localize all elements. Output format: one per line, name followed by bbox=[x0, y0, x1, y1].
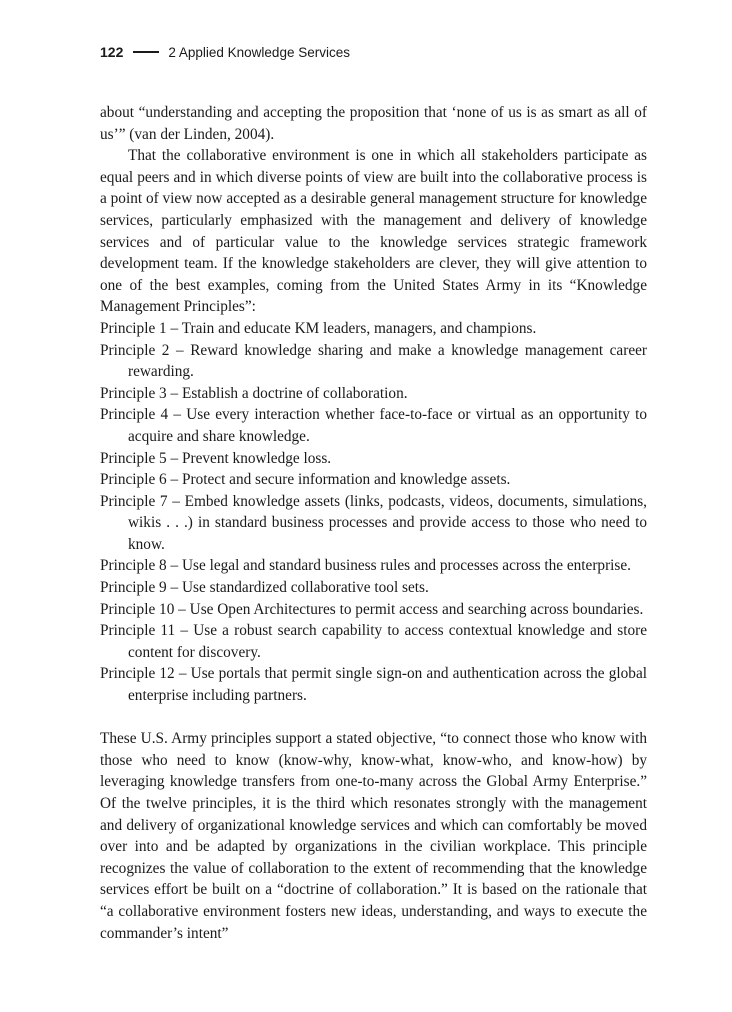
paragraph-continuation: about “understanding and accepting the proposition that ‘none of us is as smart as all of us’” (van der Linden, 2004). bbox=[100, 104, 647, 143]
paragraph-collaborative: That the collaborative environment is one in which all stakeholders participate as equal peers and in which diverse points of view are built into the collaborative process is a point of view now accepted as a desirable general management structure for knowledge services, particularly emphasized with the management and delivery of knowledge services and of particular value to the knowledge services strategic framework development team. If the knowledge stakeholders are clever, they will give attention to one of the best examples, coming from the United States Army in its “Knowledge Management Principles”: bbox=[100, 147, 647, 316]
body-text bbox=[100, 102, 647, 944]
principle-item: Principle 6 – Protect and secure information and knowledge assets. bbox=[100, 471, 511, 489]
paragraph-gap bbox=[100, 707, 647, 729]
principles-list bbox=[100, 318, 647, 707]
running-header bbox=[100, 44, 350, 60]
principle-item: Principle 10 – Use Open Architectures to permit access and searching across boundaries. bbox=[100, 600, 644, 618]
principle-item: Principle 4 – Use every interaction whether face-to-face or virtual as an opportunity to acquire and share knowledge. bbox=[100, 406, 647, 445]
principle-item: Principle 9 – Use standardized collaborative tool sets. bbox=[100, 579, 429, 597]
principle-item: Principle 8 – Use legal and standard business rules and processes across the enterprise. bbox=[100, 557, 631, 575]
principle-item: Principle 11 – Use a robust search capability to access contextual knowledge and store content for discovery. bbox=[100, 622, 647, 661]
page-number: 122 bbox=[100, 44, 124, 60]
principle-item: Principle 3 – Establish a doctrine of collaboration. bbox=[100, 384, 408, 402]
principle-item: Principle 12 – Use portals that permit single sign-on and authentication across the global enterprise including partners. bbox=[100, 665, 647, 705]
principle-item: Principle 7 – Embed knowledge assets (links, podcasts, videos, documents, simulations, wikis . . .) in standard business processes and provide access to those who need to know. bbox=[100, 492, 647, 553]
paragraph-objective: These U.S. Army principles support a stated objective, “to connect those who know with those who need to know (know-why, know-what, know-who, and know-how) by leveraging knowledge transfers from one-to-many across the Global Army Enterprise.” Of the twelve principles, it is the third which resonates strongly with the management and delivery of organizational knowledge services and which can comfortably be moved over into and be adapted by organizations in the civilian workplace. This principle recognizes the value of collaboration to the extent of recommending that the knowledge services effort be built on a “doctrine of collaboration.” It is based on the rationale that “a collaborative environment fosters new ideas, understanding, and ways to execute the commander’s intent” bbox=[100, 730, 647, 942]
header-rule bbox=[133, 51, 159, 53]
principle-item: Principle 2 – Reward knowledge sharing and make a knowledge management career rewarding. bbox=[100, 341, 647, 381]
chapter-title: 2 Applied Knowledge Services bbox=[168, 44, 350, 60]
principle-item: Principle 5 – Prevent knowledge loss. bbox=[100, 449, 332, 467]
principle-item: Principle 1 – Train and educate KM leaders, managers, and champions. bbox=[100, 319, 537, 337]
